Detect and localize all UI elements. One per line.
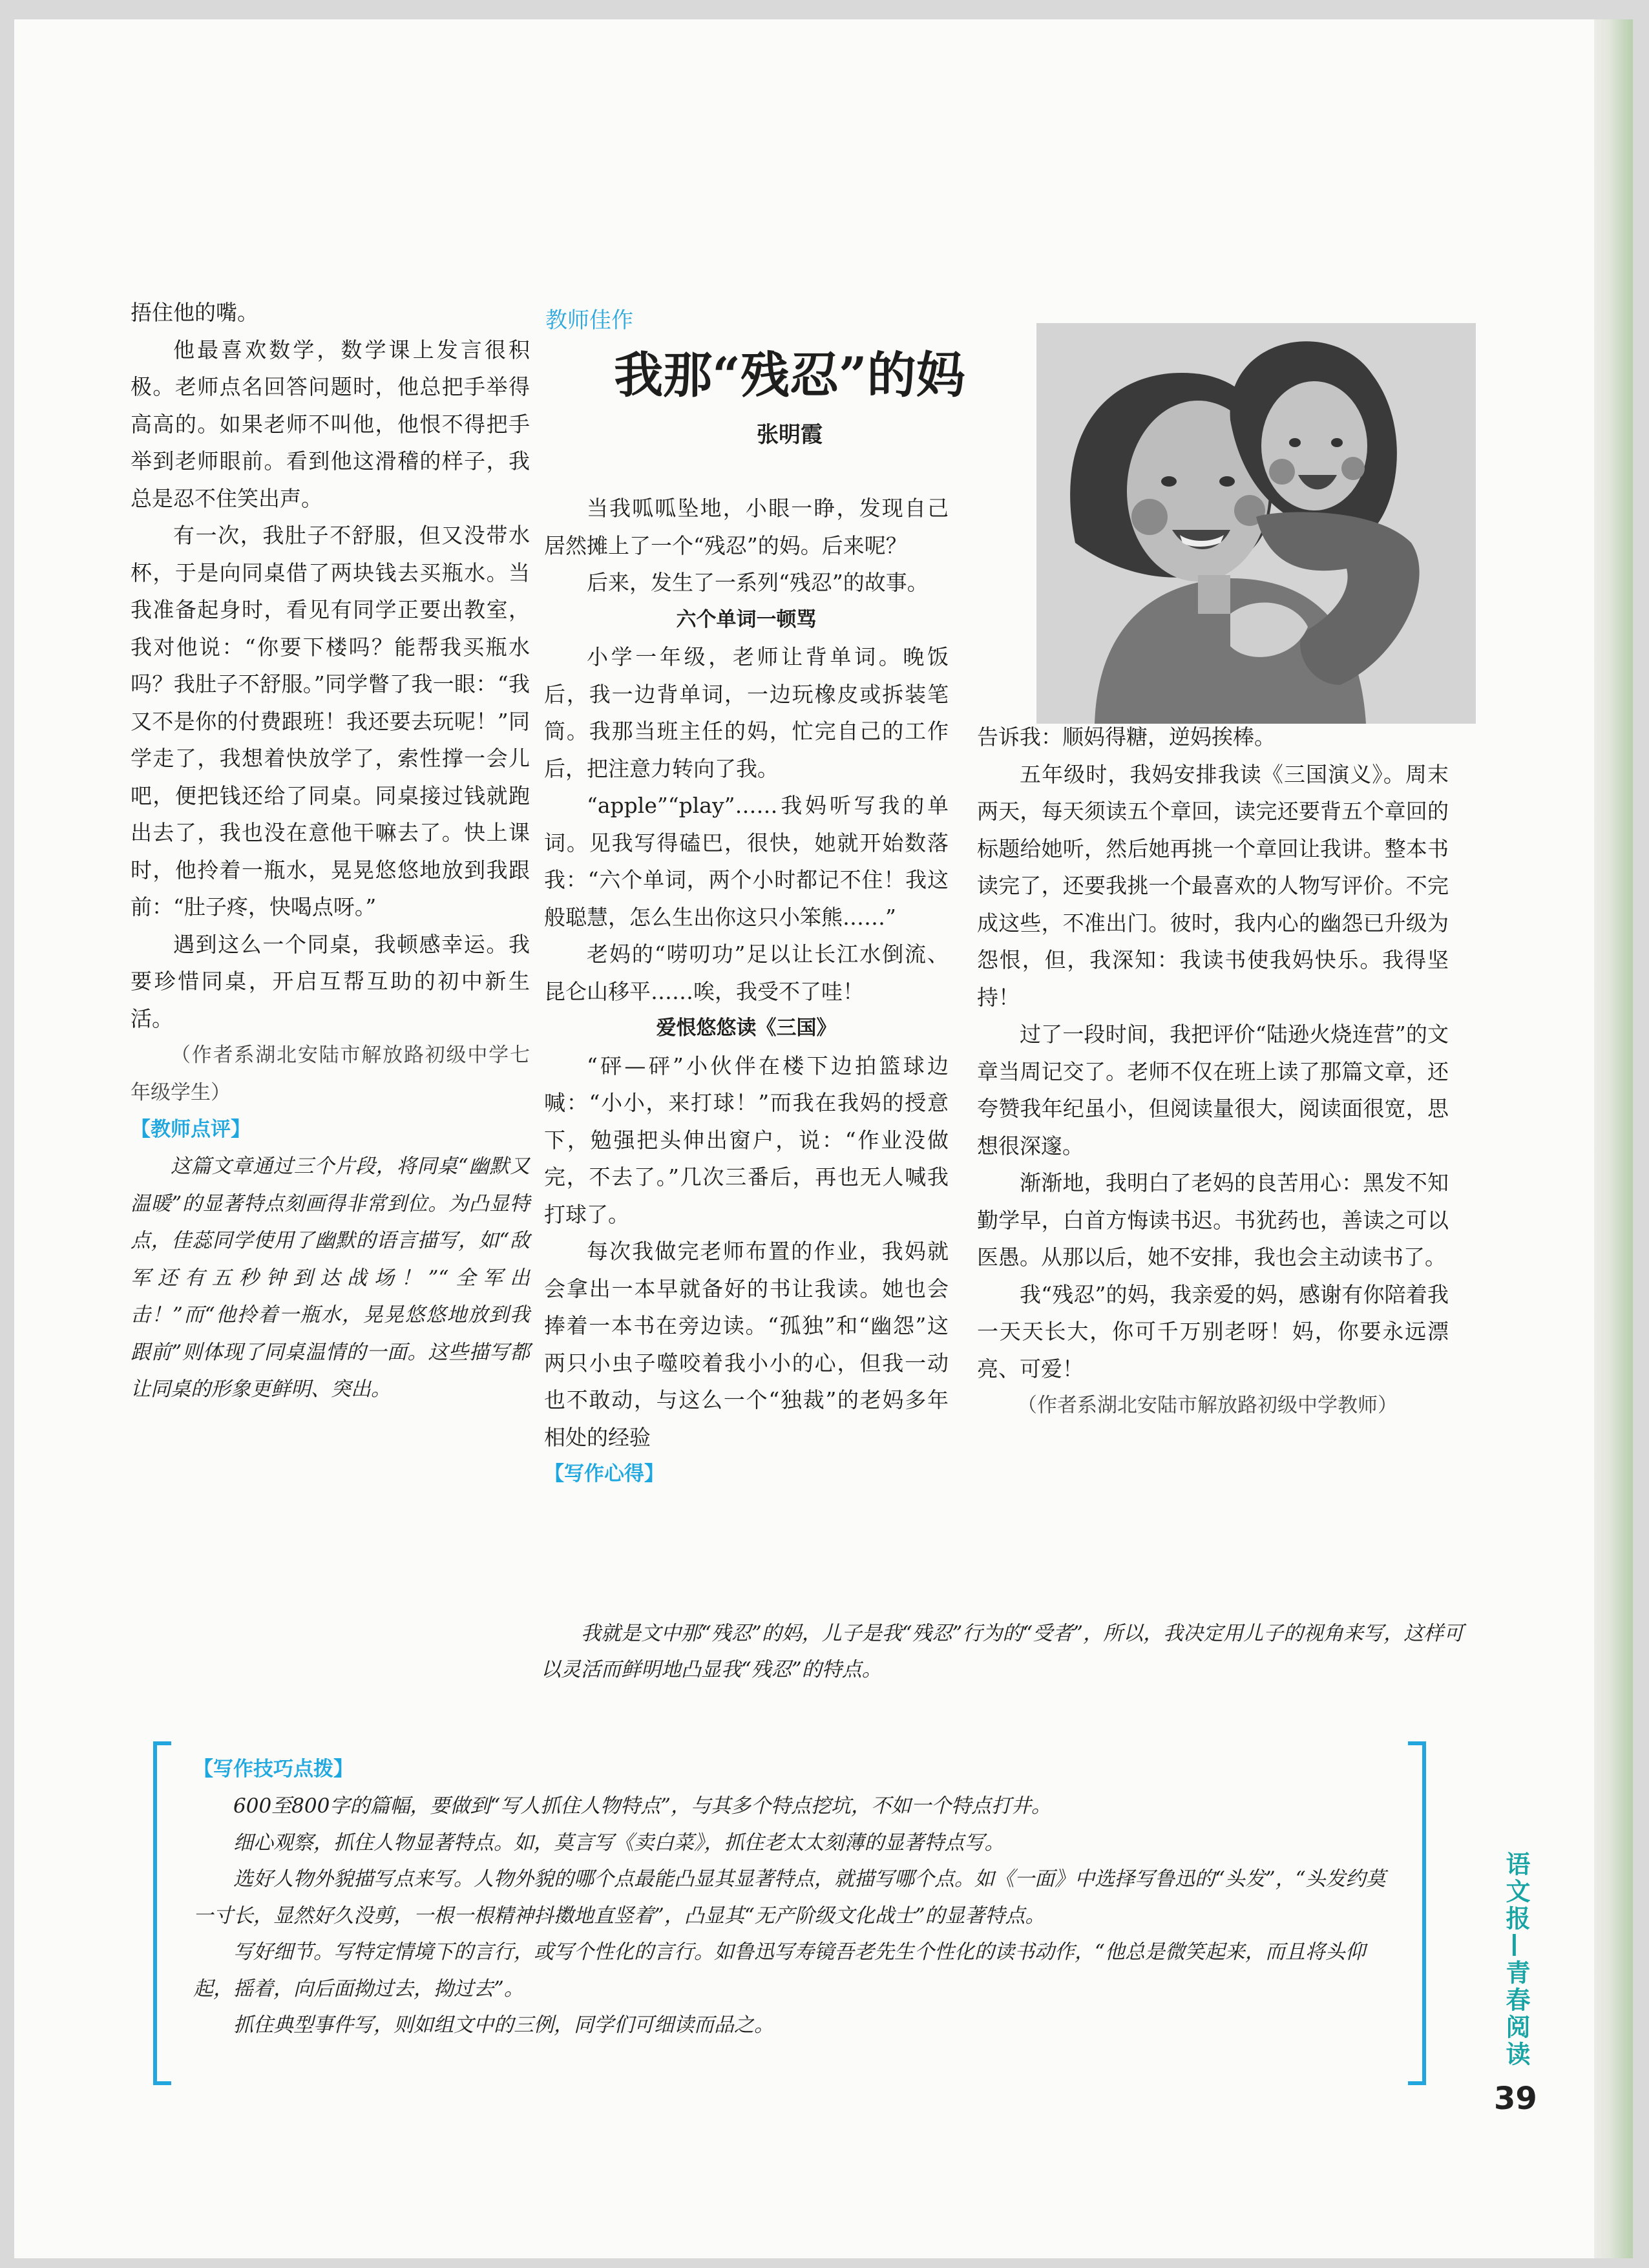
- teacher-comment: 这篇文章通过三个片段，将同桌“幽默又温暖”的显著特点刻画得非常到位。为凸显特点，佳蕊同学使用了幽默的语言描写，如“敌军还有五秒钟到达战场！”“全军出击！”而“他拎着一瓶水，晃晃悠悠地放到我跟前”则体现了同桌温情的一面。这些描写都让同桌的形象更鲜明、突出。: [131, 1155, 530, 1401]
- paragraph: 小学一年级，老师让背单词。晚饭后，我一边背单词，一边玩橡皮或拆装笔筒。我那当班主任的妈，忙完自己的工作后，把注意力转向了我。: [544, 644, 949, 781]
- paragraph: 渐渐地，我明白了老妈的良苦用心：黑发不知勤学早，白首方悔读书迟。书犹药也，善读之可以医愚。从那以后，她不安排，我也会主动读书了。: [977, 1170, 1449, 1270]
- article-title: 我那“残忍”的妈: [614, 346, 965, 404]
- paragraph: “砰—砰”小伙伴在楼下边拍篮球边喊：“小小，来打球！”而我在我妈的授意下，勉强把头伸出窗户，说：“作业没做完，不去了。”几次三番后，再也无人喊我打球了。: [544, 1053, 949, 1227]
- paragraph: 我“残忍”的妈，我亲爱的妈，感谢有你陪着我一天天长大，你可千万别老呀！妈，你要永远漂亮、可爱！: [977, 1281, 1449, 1381]
- author-credit: （作者系湖北安陆市解放路初级中学七年级学生）: [131, 1044, 530, 1104]
- paragraph: “apple”“play”……我妈听写我的单词。见我写得磕巴，很快，她就开始数落我：“六个单词，两个小时都记不住！我这般聪慧，怎么生出你这只小笨熊……”: [544, 793, 949, 930]
- tip-paragraph: 抓住典型事件写，则如组文中的三例，同学们可细读而品之。: [233, 2013, 774, 2037]
- tip-paragraph: 细心观察，抓住人物显著特点。如，莫言写《卖白菜》，抓住老太太刻薄的显著特点写。: [233, 1831, 1005, 1854]
- writing-tips-tag: 【写作技巧点拨】: [193, 1758, 353, 1781]
- tip-paragraph: 600至800字的篇幅，要做到“写人抓住人物特点”，与其多个特点挖坑，不如一个特点打井。: [233, 1794, 1052, 1818]
- page-edge: [1594, 19, 1633, 2258]
- paragraph: 过了一段时间，我把评价“陆逊火烧连营”的文章当周记交了。老师不仅在班上读了那篇文章，还夸赞我年纪虽小，但阅读量很大，阅读面很宽，思想很深邃。: [977, 1022, 1449, 1159]
- paragraph: 他最喜欢数学，数学课上发言很积极。老师点名回答问题时，他总把手举得高高的。如果老师不叫他，他恨不得把手举到老师眼前。看到他这滑稽的样子，我总是忍不住笑出声。: [131, 337, 530, 511]
- page: [14, 19, 1633, 2258]
- writing-heart-text: 我就是文中那“残忍”的妈，儿子是我“残忍”行为的“受者”，所以，我决定用儿子的视角来写，这样可以灵活而鲜明地凸显我“残忍”的特点。: [541, 1622, 1464, 1681]
- tip-paragraph: 选好人物外貌描写点来写。人物外貌的哪个点最能凸显其显著特点，就描写哪个点。如《一面》中选择写鲁迅的“头发”，“头发约莫一寸长，显然好久没剪，一根一根精神抖擞地直竖着”，凸显其“无产阶级文化战士”的显著特点。: [193, 1867, 1386, 1927]
- writing-heart: [541, 1615, 1465, 1688]
- tip-paragraph: 写好细节。写特定情境下的言行，或写个性化的言行。如鲁迅写寿镜吾老先生个性化的读书动作，“他总是微笑起来，而且将头仰起，摇着，向后面拗过去，拗过去”。: [193, 1940, 1365, 2000]
- paragraph: 有一次，我肚子不舒服，但又没带水杯，于是向同桌借了两块钱去买瓶水。当我准备起身时，看见有同学正要出教室，我对他说：“你要下楼吗？能帮我买瓶水吗？我肚子不舒服。”同学瞥了我一眼：“我又不是你的付费跟班！我还要去玩呢！”同学走了，我想着快放学了，索性撑一会儿吧，便把钱还给了同桌。同桌接过钱就跑出去了，我也没在意他干嘛去了。快上课时，他拎着一瓶水，晃晃悠悠地放到我跟前：“肚子疼，快喝点呀。”: [131, 523, 530, 919]
- author-credit: （作者系湖北安陆市解放路初级中学教师）: [1017, 1394, 1398, 1417]
- paragraph: 老妈的“唠叨功”足以让长江水倒流、昆仑山移平……唉，我受不了哇！: [544, 941, 949, 1004]
- writing-heart-tag: 【写作心得】: [544, 1462, 664, 1486]
- page-number: 39: [1494, 2081, 1537, 2117]
- writing-tips-body: [193, 1751, 1402, 2044]
- publication-name: 语文报—青春阅读: [1502, 1851, 1530, 2068]
- paragraph: 遇到这么一个同桌，我顿感幸运。我要珍惜同桌，开启互帮互助的初中新生活。: [131, 931, 530, 1031]
- column-middle: [544, 490, 949, 1493]
- writing-tips-box: [153, 1741, 1426, 2077]
- paragraph: 捂住他的嘴。: [131, 300, 258, 325]
- illustration-svg: [1036, 323, 1476, 724]
- paragraph: 五年级时，我妈安排我读《三国演义》。周末两天，每天须读五个章回，读完还要背五个章回的标题给她听，然后她再挑一个章回让我讲。整本书读完了，还要我挑一个最喜欢的人物写评价。不完成这些，不准出门。彼时，我内心的幽怨已升级为怨恨，但，我深知：我读书使我妈快乐。我得坚持！: [977, 761, 1449, 1010]
- subheading: 六个单词一顿骂: [676, 607, 817, 631]
- paragraph: 每次我做完老师布置的作业，我妈就会拿出一本早就备好的书让我读。她也会捧着一本书在旁边读。“孤独”和“幽怨”这两只小虫子噬咬着我小小的心，但我一动也不敢动，与这么一个“独裁”的老妈多年相处的经验: [544, 1239, 949, 1450]
- section-label: 教师佳作: [545, 308, 633, 333]
- column-left: [131, 294, 530, 1409]
- paragraph: 后来，发生了一系列“残忍”的故事。: [587, 570, 929, 595]
- paragraph: 告诉我：顺妈得糖，逆妈挨棒。: [977, 724, 1276, 750]
- paragraph: 当我呱呱坠地，小眼一睁，发现自己居然摊上了一个“残忍”的妈。后来呢？: [544, 496, 949, 558]
- right-bracket: [1408, 1741, 1426, 2085]
- column-right: [977, 719, 1449, 1425]
- article-author: 张明霞: [757, 422, 823, 448]
- subheading: 爱恨悠悠读《三国》: [656, 1016, 837, 1040]
- left-bracket: [153, 1741, 171, 2085]
- mother-daughter-illustration: [1036, 323, 1476, 724]
- teacher-comment-tag: 【教师点评】: [131, 1118, 251, 1141]
